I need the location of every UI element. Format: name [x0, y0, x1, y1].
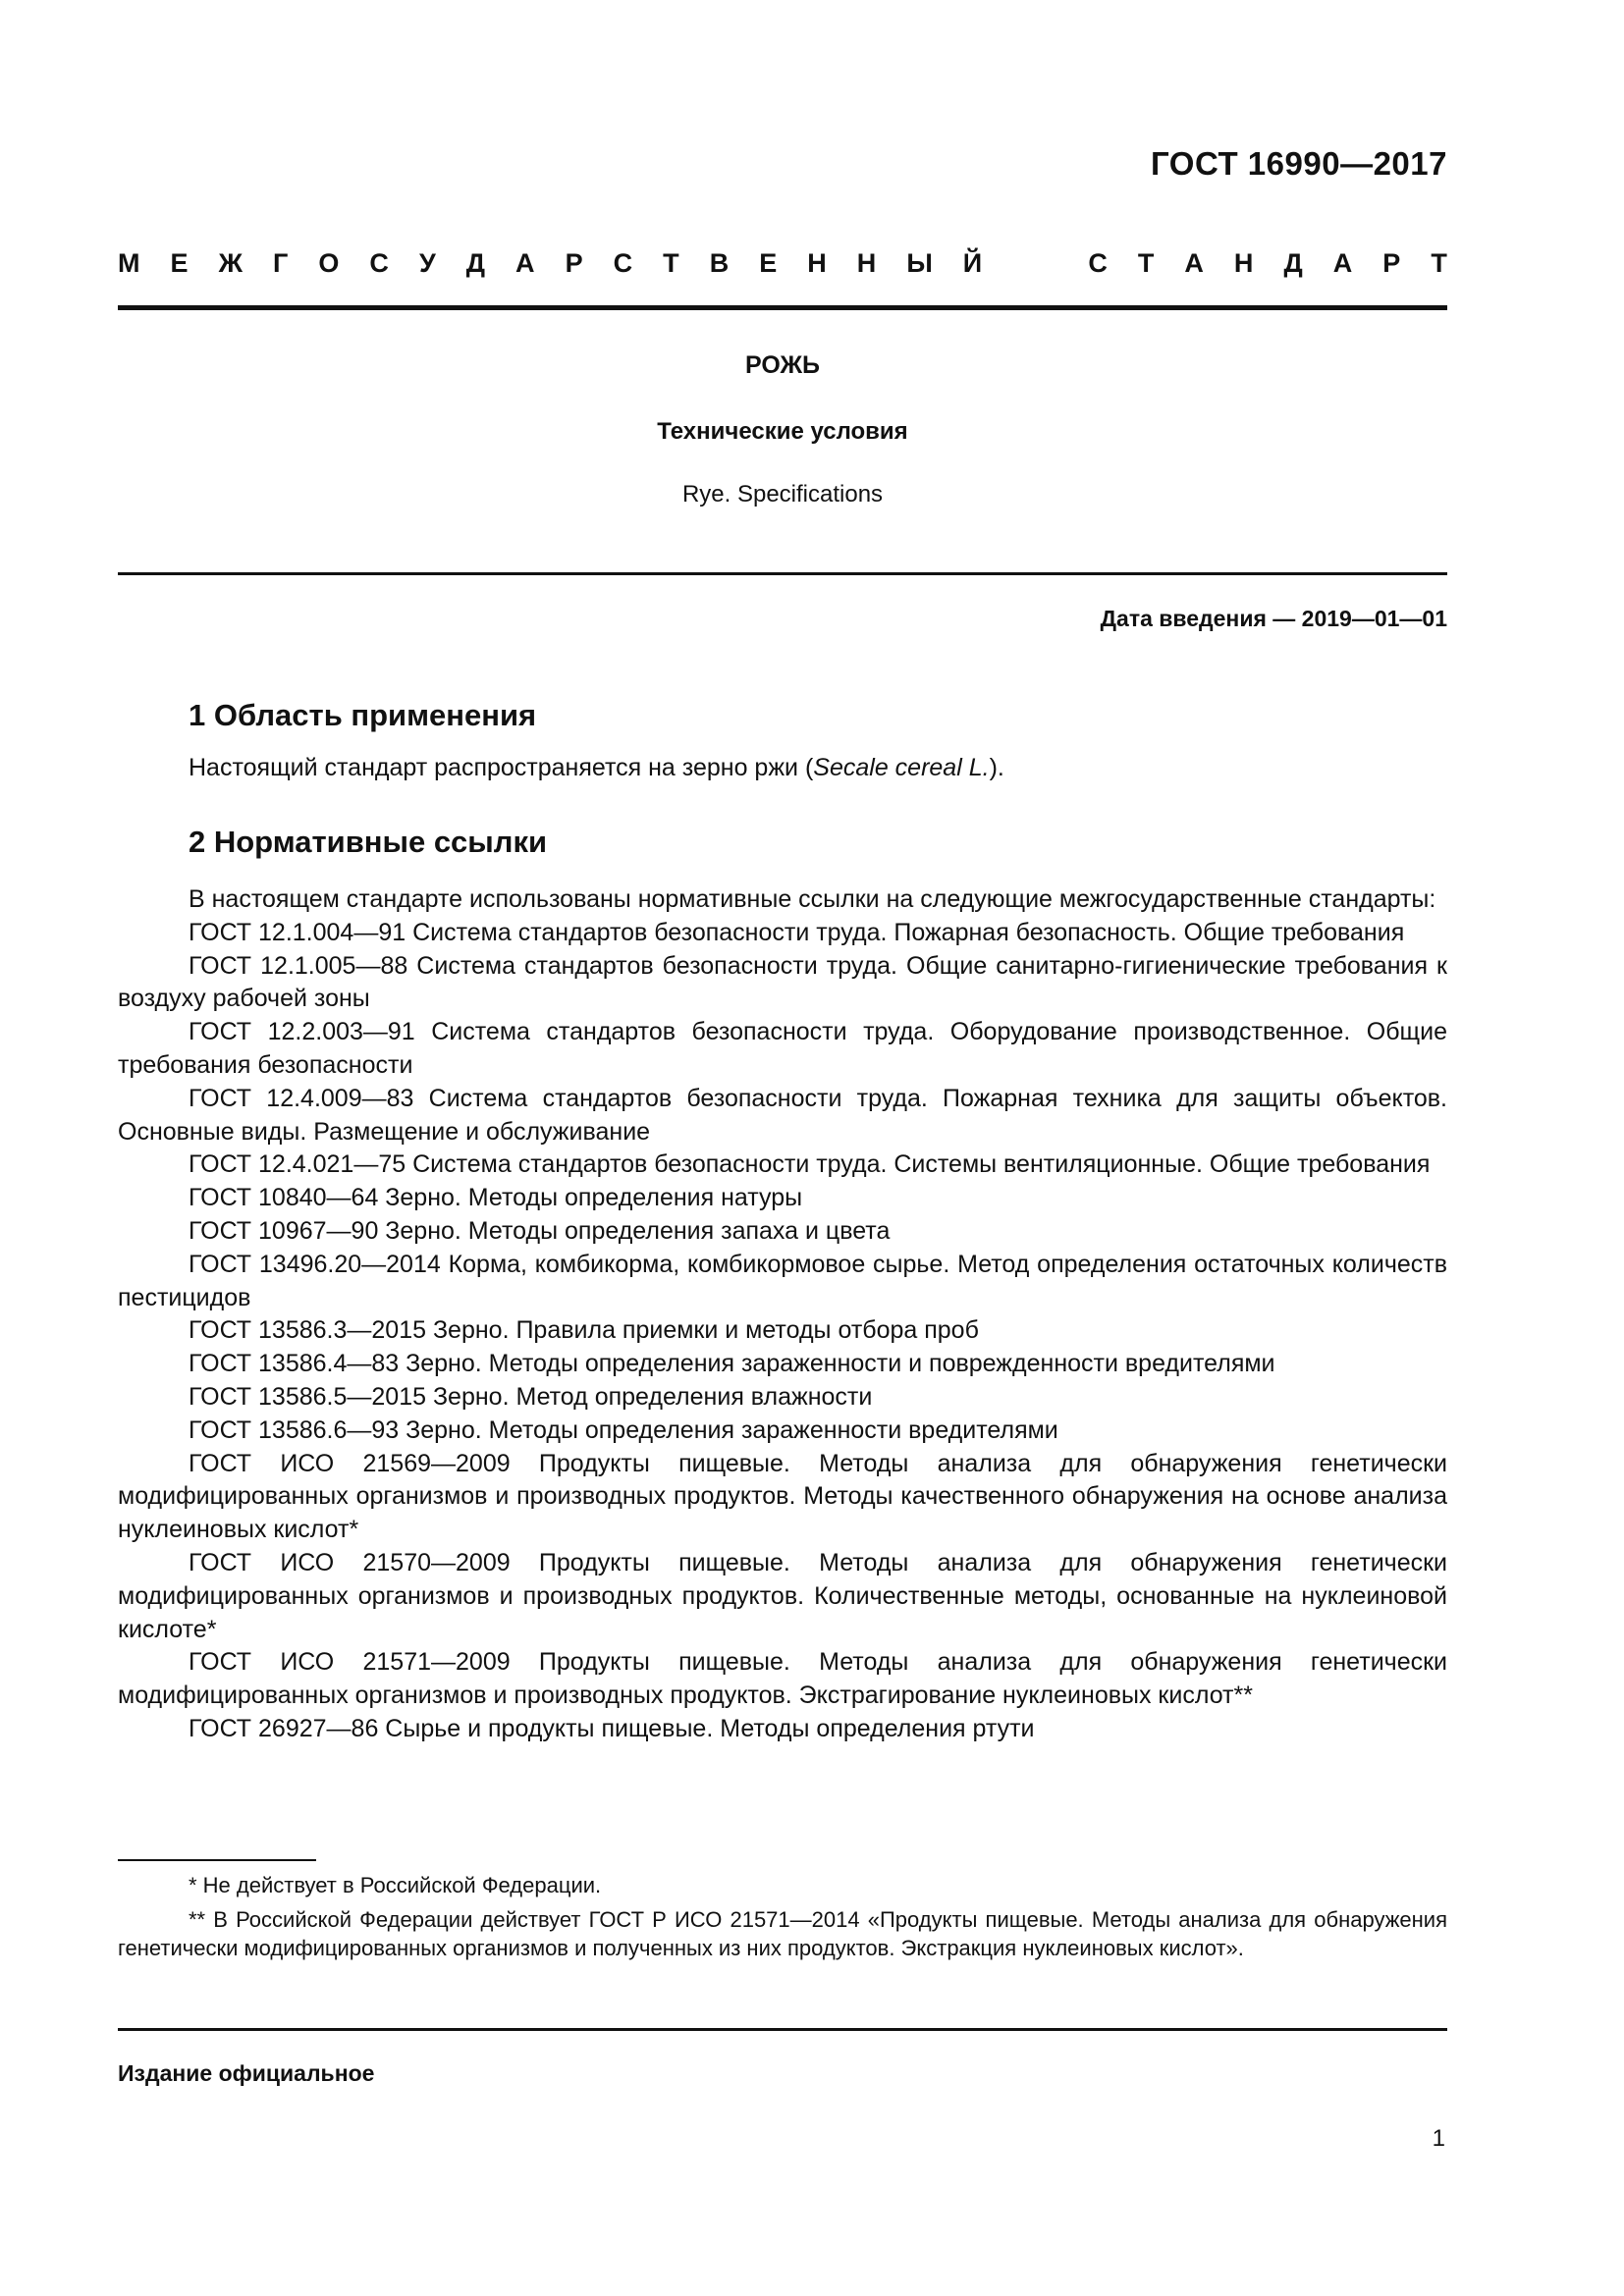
banner-letter: С	[1088, 248, 1108, 278]
reference-item: ГОСТ 12.2.003—91 Система стандартов безопасности труда. Оборудование производственное. Общие требования безопасности	[118, 1018, 1447, 1079]
footnote-item: ** В Российской Федерации действует ГОСТ Р ИСО 21571—2014 «Продукты пищевые. Методы анализа для обнаружения генетически модифицированных организмов и полученных из них продуктов. Экстракция нуклеиновых кислот».	[118, 1907, 1447, 1960]
reference-item: ГОСТ 13586.4—83 Зерно. Методы определения зараженности и поврежденности вредителями	[189, 1350, 1275, 1378]
header-rule	[118, 305, 1447, 310]
banner-letter: У	[418, 248, 436, 278]
banner-letter: В	[709, 248, 730, 278]
banner-letter: Р	[565, 248, 583, 278]
footnote-separator	[118, 1859, 316, 1861]
title-rule	[118, 572, 1447, 575]
scope-paragraph: Настоящий стандарт распространяется на зерно ржи (Secale cereal L.).	[189, 754, 1004, 781]
banner-letter: С	[613, 248, 633, 278]
banner-letter: Т	[663, 248, 679, 278]
standard-type-banner	[118, 248, 1447, 279]
reference-item: ГОСТ ИСО 21570—2009 Продукты пищевые. Методы анализа для обнаружения генетически модифицированных организмов и производных продуктов. Количественные методы, основанные на нуклеиновой кислоте*	[118, 1548, 1447, 1643]
banner-letter: Г	[273, 248, 289, 278]
banner-letter: А	[1184, 248, 1204, 278]
section-1-heading: 1 Область применения	[189, 698, 537, 732]
edition-label: Издание официальное	[118, 2060, 375, 2086]
reference-item: ГОСТ 12.4.009—83 Система стандартов безопасности труда. Пожарная техника для защиты объектов. Основные виды. Размещение и обслуживание	[118, 1084, 1447, 1146]
banner-letter: С	[369, 248, 389, 278]
reference-item: ГОСТ 26927—86 Сырье и продукты пищевые. Методы определения ртути	[189, 1714, 1035, 1742]
banner-letter: Н	[856, 248, 877, 278]
latin-name: Secale cereal L.	[813, 754, 990, 781]
reference-item: ГОСТ 13496.20—2014 Корма, комбикорма, комбикормовое сырье. Метод определения остаточных количеств пестицидов	[118, 1250, 1447, 1311]
banner-letter: Т	[1137, 248, 1155, 278]
reference-item: ГОСТ 10967—90 Зерно. Методы определения запаха и цвета	[189, 1216, 891, 1245]
banner-letter: Т	[1431, 248, 1447, 278]
banner-letter: Е	[759, 248, 778, 278]
banner-letter	[1051, 248, 1058, 279]
references-intro: В настоящем стандарте использованы нормативные ссылки на следующие межгосударственные стандарты:	[189, 885, 1436, 913]
section-2-heading: 2 Нормативные ссылки	[189, 825, 548, 859]
banner-letter: М	[118, 248, 140, 278]
standard-number: ГОСТ 16990—2017	[1151, 145, 1447, 182]
banner-letter: Е	[170, 248, 189, 278]
banner-letter: Н	[807, 248, 827, 278]
footnotes	[118, 1871, 1447, 1968]
banner-letter: Д	[465, 248, 486, 278]
page-number: 1	[1432, 2125, 1445, 2152]
reference-item: ГОСТ 13586.6—93 Зерно. Методы определения зараженности вредителями	[189, 1415, 1058, 1444]
introduction-date: Дата введения — 2019—01—01	[1100, 606, 1447, 631]
banner-letter: Д	[1283, 248, 1303, 278]
footer-rule	[118, 2028, 1447, 2031]
reference-item: ГОСТ 12.1.005—88 Система стандартов безопасности труда. Общие санитарно-гигиенические требования к воздуху рабочей зоны	[118, 951, 1447, 1013]
document-english-title: Rye. Specifications	[681, 481, 884, 507]
reference-item: ГОСТ ИСО 21569—2009 Продукты пищевые. Методы анализа для обнаружения генетически модифицированных организмов и производных продуктов. Методы качественного обнаружения на основе анализа нуклеиновых кислот*	[118, 1449, 1447, 1544]
document-subtitle: Технические условия	[657, 418, 908, 445]
document-title: РОЖЬ	[744, 351, 821, 379]
banner-letter: Р	[1382, 248, 1401, 278]
reference-item: ГОСТ 13586.3—2015 Зерно. Правила приемки и методы отбора проб	[189, 1316, 979, 1345]
reference-item: ГОСТ 10840—64 Зерно. Методы определения натуры	[189, 1184, 803, 1212]
normative-references	[118, 883, 1447, 1746]
banner-letter: Й	[962, 248, 983, 278]
banner-letter	[1012, 248, 1020, 279]
reference-item: ГОСТ 12.4.021—75 Система стандартов безопасности труда. Системы вентиляционные. Общие требования	[189, 1150, 1431, 1179]
banner-letter: Н	[1233, 248, 1254, 278]
reference-item: ГОСТ 12.1.004—91 Система стандартов безопасности труда. Пожарная безопасность. Общие требования	[189, 918, 1405, 946]
banner-letter: Ж	[218, 248, 243, 278]
section-1-text	[118, 752, 1447, 785]
footnote-item: * Не действует в Российской Федерации.	[189, 1873, 602, 1897]
banner-letter: Ы	[906, 248, 933, 278]
banner-letter: О	[318, 248, 340, 278]
reference-item: ГОСТ 13586.5—2015 Зерно. Метод определения влажности	[189, 1382, 873, 1411]
banner-letter: А	[515, 248, 535, 278]
reference-item: ГОСТ ИСО 21571—2009 Продукты пищевые. Методы анализа для обнаружения генетически модифицированных организмов и производных продуктов. Экстрагирование нуклеиновых кислот**	[118, 1648, 1447, 1710]
banner-letter: А	[1332, 248, 1353, 278]
